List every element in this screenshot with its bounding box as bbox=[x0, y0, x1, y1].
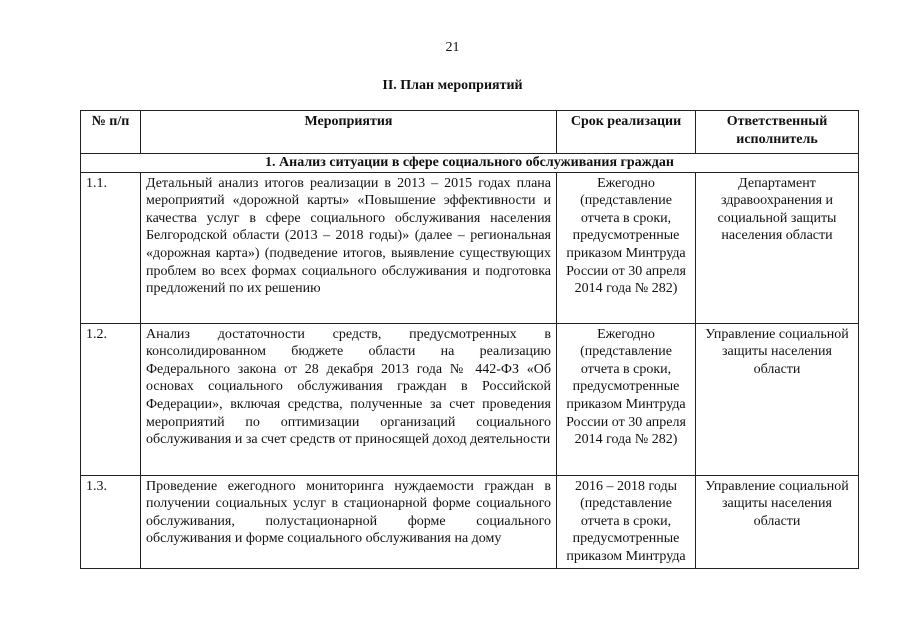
row-responsible: Департамент здравоохранения и социальной защиты населения области bbox=[696, 172, 859, 323]
group-row bbox=[81, 154, 859, 173]
plan-table bbox=[80, 110, 859, 569]
row-responsible: Управление социальной защиты населения области bbox=[696, 475, 859, 568]
row-term: 2016 – 2018 годы (представление отчета в сроки, предусмотренные приказом Минтруда bbox=[557, 475, 696, 568]
page-number: 21 bbox=[445, 40, 460, 55]
group-title: 1. Анализ ситуации в сфере социального обслуживания граждан bbox=[81, 154, 859, 173]
header-num: № п/п bbox=[81, 111, 141, 154]
header-term: Срок реализации bbox=[557, 111, 696, 154]
row-activity: Анализ достаточности средств, предусмотренных в консолидированном бюджете области на реализацию Федерального закона от 28 декабря 2013 года № 442-ФЗ «Об основах социального обслуживания граждан в Российской Федерации», включая средства, полученные за счет проведения мероприятий по оптимизации организаций социального обслуживания и за счет средств от приносящей доход деятельности bbox=[141, 323, 557, 475]
row-number: 1.1. bbox=[81, 172, 141, 323]
row-activity: Проведение ежегодного мониторинга нуждаемости граждан в получении социальных услуг в стационарной форме социального обслуживания, полустационарной форме социального обслуживания и форме социального обслуживания на дому bbox=[141, 475, 557, 568]
row-term: Ежегодно (представление отчета в сроки, предусмотренные приказом Минтруда России от 30 апреля 2014 года № 282) bbox=[557, 172, 696, 323]
row-number: 1.2. bbox=[81, 323, 141, 475]
row-term: Ежегодно (представление отчета в сроки, предусмотренные приказом Минтруда России от 30 апреля 2014 года № 282) bbox=[557, 323, 696, 475]
table-header-row bbox=[81, 111, 859, 154]
table-row bbox=[81, 475, 859, 568]
row-number: 1.3. bbox=[81, 475, 141, 568]
section-title: II. План мероприятий bbox=[382, 78, 523, 93]
table-row bbox=[81, 323, 859, 475]
row-responsible: Управление социальной защиты населения области bbox=[696, 323, 859, 475]
table-row bbox=[81, 172, 859, 323]
header-activity: Мероприятия bbox=[141, 111, 557, 154]
header-responsible: Ответственный исполнитель bbox=[696, 111, 859, 154]
row-activity: Детальный анализ итогов реализации в 2013 – 2015 годах плана мероприятий «дорожной карты» «Повышение эффективности и качества услуг в сфере социального обслуживания населения Белгородской области (2013 – 2018 годы)» (далее – региональная «дорожная карта») (подведение итогов, выявление существующих проблем во всех формах социального обслуживания и подготовка предложений по их решению bbox=[141, 172, 557, 323]
